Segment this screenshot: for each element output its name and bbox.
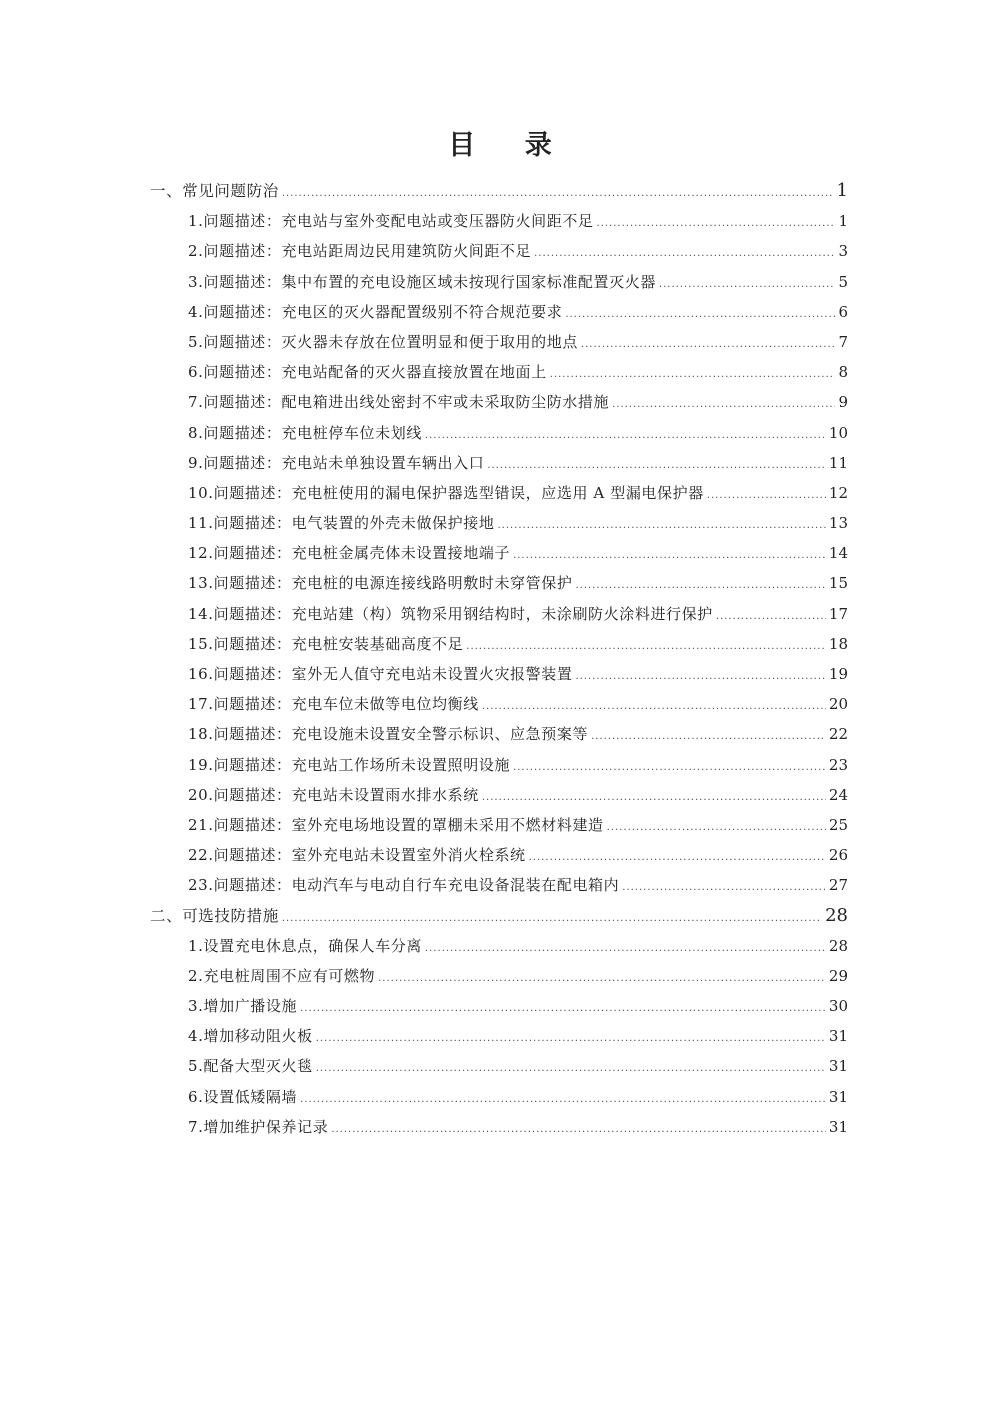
toc-dot-leader (482, 783, 826, 813)
toc-subsection-entry[interactable] (150, 750, 848, 780)
toc-entry-label: 7.问题描述：配电箱进出线处密封不牢或未采取防尘防水措施 (188, 393, 610, 412)
toc-entry-label: 4.增加移动阻火板 (188, 1027, 313, 1046)
toc-subsection-entry[interactable] (150, 448, 848, 478)
toc-page-number: 5 (838, 272, 848, 291)
toc-entry-label: 21.问题描述：室外充电场地设置的罩棚未采用不燃材料建造 (188, 815, 604, 834)
toc-subsection-entry[interactable] (150, 1021, 848, 1051)
toc-page-number: 10 (828, 423, 848, 442)
toc-dot-leader (659, 270, 836, 300)
toc-subsection-entry[interactable] (150, 357, 848, 387)
toc-entry-label: 17.问题描述：充电车位未做等电位均衡线 (188, 695, 479, 714)
toc-page-number: 11 (828, 453, 848, 472)
toc-title: 目 录 (448, 130, 572, 161)
toc-entry-label: 16.问题描述：室外无人值守充电站未设置火灾报警装置 (188, 665, 573, 683)
toc-subsection-entry[interactable] (150, 991, 848, 1021)
toc-section-entry[interactable] (150, 176, 848, 206)
toc-subsection-entry[interactable] (150, 508, 848, 538)
toc-page-number: 15 (828, 574, 848, 593)
toc-subsection-entry[interactable] (150, 629, 848, 659)
toc-dot-leader (716, 602, 826, 632)
toc-subsection-entry[interactable] (150, 568, 848, 598)
toc-entry-label: 10.问题描述：充电桩使用的漏电保护器选型错误，应选用 A 型漏电保护器 (188, 483, 704, 502)
toc-entry-label: 二、可选技防措施 (150, 906, 279, 925)
toc-page-number: 12 (828, 483, 848, 502)
toc-subsection-entry[interactable] (150, 1082, 848, 1112)
toc-dot-leader (612, 390, 835, 420)
toc-subsection-entry[interactable] (150, 780, 848, 810)
toc-entry-label: 1.设置充电休息点，确保人车分离 (188, 936, 422, 955)
toc-subsection-entry[interactable] (150, 689, 848, 719)
toc-subsection-entry[interactable] (150, 297, 848, 327)
toc-page-number: 8 (838, 363, 848, 382)
toc-dot-leader (487, 451, 826, 481)
toc-entry-label: 23.问题描述：电动汽车与电动自行车充电设备混装在配电箱内 (188, 876, 620, 895)
toc-page-number: 13 (828, 514, 848, 533)
toc-list (150, 176, 848, 1142)
toc-dot-leader (513, 541, 826, 571)
toc-subsection-entry[interactable] (150, 1051, 848, 1081)
toc-entry-label: 6.设置低矮隔墙 (188, 1087, 298, 1106)
toc-dot-leader (425, 934, 826, 964)
toc-entry-label: 4.问题描述：充电区的灭火器配置级别不符合规范要求 (188, 302, 563, 321)
toc-page-number: 17 (828, 604, 848, 623)
toc-dot-leader (529, 843, 826, 873)
toc-entry-label: 5.问题描述：灭火器未存放在位置明显和便于取用的地点 (188, 332, 578, 351)
toc-subsection-entry[interactable] (150, 327, 848, 357)
toc-subsection-entry[interactable] (150, 961, 848, 991)
toc-dot-leader (300, 1085, 826, 1115)
toc-entry-label: 12.问题描述：充电桩金属壳体未设置接地端子 (188, 544, 511, 563)
toc-dot-leader (497, 511, 825, 541)
toc-dot-leader (575, 662, 825, 692)
toc-subsection-entry[interactable] (150, 387, 848, 417)
toc-dot-leader (425, 421, 826, 451)
toc-subsection-entry[interactable] (150, 810, 848, 840)
toc-page-number: 31 (828, 1087, 848, 1106)
toc-entry-label: 11.问题描述：电气装置的外壳未做保护接地 (188, 514, 495, 533)
toc-subsection-entry[interactable] (150, 418, 848, 448)
toc-dot-leader (513, 753, 826, 783)
toc-page-number: 23 (828, 755, 848, 774)
toc-page-number: 1 (836, 180, 848, 201)
toc-entry-label: 15.问题描述：充电桩安装基础高度不足 (188, 634, 464, 653)
toc-dot-leader (597, 209, 836, 239)
toc-page-number: 14 (828, 544, 848, 563)
toc-dot-leader (300, 994, 826, 1024)
toc-entry-label: 2.问题描述：充电站距周边民用建筑防火间距不足 (188, 242, 532, 261)
toc-dot-leader (316, 1024, 826, 1054)
toc-entry-label: 3.增加广播设施 (188, 997, 298, 1016)
toc-subsection-entry[interactable] (150, 719, 848, 749)
toc-dot-leader (331, 1115, 826, 1145)
toc-subsection-entry[interactable] (150, 840, 848, 870)
toc-page-number: 31 (828, 1057, 848, 1076)
toc-subsection-entry[interactable] (150, 236, 848, 266)
toc-page-number: 28 (825, 904, 848, 926)
toc-page-number: 27 (828, 876, 848, 895)
toc-dot-leader (581, 330, 836, 360)
toc-dot-leader (550, 360, 836, 390)
toc-entry-label: 19.问题描述：充电站工作场所未设置照明设施 (188, 755, 511, 774)
toc-page-number: 29 (828, 966, 848, 985)
toc-entry-label: 8.问题描述：充电桩停车位未划线 (188, 423, 422, 442)
toc-dot-leader (316, 1054, 826, 1084)
toc-entry-label: 20.问题描述：充电站未设置雨水排水系统 (188, 785, 479, 804)
toc-page-number: 24 (828, 785, 848, 804)
toc-page-number: 18 (828, 634, 848, 653)
toc-dot-leader (534, 239, 835, 269)
toc-page-number: 28 (828, 936, 848, 955)
toc-dot-leader (575, 571, 825, 601)
toc-subsection-entry[interactable] (150, 659, 848, 689)
toc-dot-leader (565, 300, 835, 330)
toc-subsection-entry[interactable] (150, 599, 848, 629)
toc-entry-label: 14.问题描述：充电站建（构）筑物采用钢结构时，未涂刷防火涂料进行保护 (188, 604, 713, 623)
toc-page-number: 26 (828, 846, 848, 865)
toc-page-number: 19 (828, 665, 848, 683)
toc-entry-label: 13.问题描述：充电桩的电源连接线路明敷时未穿管保护 (188, 574, 573, 593)
toc-subsection-entry[interactable] (150, 1112, 848, 1142)
toc-page-number: 30 (828, 997, 848, 1016)
toc-entry-label: 6.问题描述：充电站配备的灭火器直接放置在地面上 (188, 363, 547, 382)
toc-page-number: 22 (828, 725, 848, 744)
toc-entry-label: 2.充电桩周围不应有可燃物 (188, 966, 376, 985)
toc-entry-label: 5.配备大型灭火毯 (188, 1057, 313, 1076)
toc-subsection-entry[interactable] (150, 931, 848, 961)
toc-entry-label: 1.问题描述：充电站与室外变配电站或变压器防火间距不足 (188, 212, 594, 231)
toc-page-number: 20 (828, 695, 848, 714)
toc-page-number: 1 (838, 212, 848, 231)
toc-entry-label: 一、常见问题防治 (150, 182, 279, 200)
toc-dot-leader (591, 722, 826, 752)
toc-entry-label: 18.问题描述：充电设施未设置安全警示标识、应急预案等 (188, 725, 589, 744)
toc-dot-leader (378, 964, 826, 994)
toc-dot-leader (466, 632, 826, 662)
toc-page-number: 9 (838, 393, 848, 412)
toc-subsection-entry[interactable] (150, 538, 848, 568)
toc-entry-label: 3.问题描述：集中布置的充电设施区域未按现行国家标准配置灭火器 (188, 272, 656, 291)
toc-dot-leader (482, 692, 826, 722)
toc-page-number: 25 (828, 815, 848, 834)
toc-entry-label: 9.问题描述：充电站未单独设置车辆出入口 (188, 453, 485, 472)
toc-subsection-entry[interactable] (150, 478, 848, 508)
toc-page-number: 7 (838, 332, 848, 351)
toc-subsection-entry[interactable] (150, 267, 848, 297)
toc-subsection-entry[interactable] (150, 870, 848, 900)
toc-dot-leader (622, 873, 826, 903)
toc-subsection-entry[interactable] (150, 206, 848, 236)
toc-entry-label: 7.增加维护保养记录 (188, 1117, 329, 1136)
toc-page-number: 31 (828, 1027, 848, 1046)
toc-dot-leader (607, 813, 826, 843)
toc-page-number: 6 (838, 302, 848, 321)
toc-dot-leader (282, 179, 834, 209)
toc-page-number: 31 (828, 1117, 848, 1136)
toc-section-entry[interactable] (150, 901, 848, 931)
toc-dot-leader (282, 904, 822, 934)
toc-entry-label: 22.问题描述：室外充电站未设置室外消火栓系统 (188, 846, 526, 865)
toc-page-number: 3 (838, 242, 848, 261)
toc-dot-leader (707, 481, 826, 511)
